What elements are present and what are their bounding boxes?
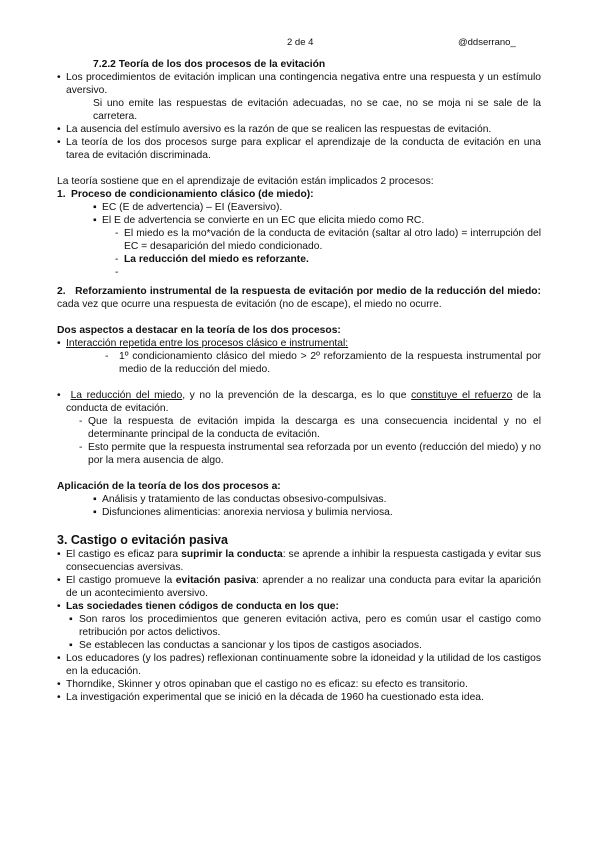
bullet-icon: •: [57, 338, 61, 349]
list-item: [57, 266, 541, 279]
list-item: - El miedo es la mo*vación de la conducta de evitación (saltar al otro lado) = interrupción del EC = desaparición del miedo condicionado.: [115, 228, 541, 252]
list-item: • La reducción del miedo, y no la prevención de la descarga, es lo que constituye el refuerzo de la conducta de evitación.: [57, 390, 542, 414]
list-item: ▪ El E de advertencia se convierte en un EC que elicita miedo como RC.: [93, 215, 425, 226]
list-item: - Que la respuesta de evitación impida la descarga es una consecuencia incidental y no el determinante principal de la conducta de evitación.: [79, 416, 541, 440]
bullet-icon: •: [57, 653, 61, 664]
list-item: - Esto permite que la respuesta instrumental sea reforzada por un evento (reducción del miedo) y no por la mera ausencia de algo.: [79, 442, 541, 466]
square-bullet-icon: ▪: [93, 507, 97, 518]
list-item: ▪ EC (E de advertencia) – EI (Eaversivo).: [93, 202, 283, 213]
list-item: • El castigo promueve la evitación pasiva: aprender a no realizar una conducta para evitar la aparición de un acontecimiento aversivo.: [57, 575, 542, 599]
list-item: • La ausencia del estímulo aversivo es la razón de que se realicen las respuestas de evitación.: [57, 124, 492, 135]
list-item: • Thorndike, Skinner y otros opinaban que el castigo no es eficaz: su efecto es transitorio.: [57, 679, 468, 690]
bullet-icon: •: [57, 72, 61, 83]
list-item: • La investigación experimental que se inició en la década de 1960 ha cuestionado esta idea.: [57, 692, 484, 703]
paragraph: Si uno emite las respuestas de evitación adecuadas, no se cae, no se moja ni se sale de la carretera.: [93, 98, 541, 122]
dash-icon: -: [105, 351, 109, 362]
list-item: ▪ Disfunciones alimenticias: anorexia nerviosa y bulimia nerviosa.: [93, 507, 393, 518]
paragraph: La teoría sostiene que en el aprendizaje de evitación están implicados 2 procesos:: [57, 176, 434, 187]
section-heading: 3. Castigo o evitación pasiva: [57, 533, 228, 547]
square-bullet-icon: ▪: [69, 640, 73, 651]
list-item: • La teoría de los dos procesos surge para explicar el aprendizaje de la conducta de evitación en una tarea de evitación discriminada.: [57, 137, 541, 161]
list-item: ▪ Se establecen las conductas a sancionar y los tipos de castigos asociados.: [69, 640, 422, 651]
list-item: • Los educadores (y los padres) reflexionan continuamente sobre la idoneidad y la utilidad de los castigos en la educación.: [57, 653, 541, 677]
list-item: ▪ Son raros los procedimientos que generen evitación activa, pero es común usar el castigo como retribución por actos delictivos.: [69, 614, 541, 638]
section-title: 7.2.2 Teoría de los dos procesos de la evitación: [93, 59, 326, 70]
dash-icon: -: [79, 416, 83, 427]
subheading: Aplicación de la teoría de los dos procesos a:: [57, 481, 281, 492]
bullet-icon: •: [57, 575, 61, 586]
page-header: [0, 36, 600, 50]
list-item: • Interacción repetida entre los procesos clásico e instrumental:: [57, 338, 349, 349]
bullet-icon: •: [57, 601, 61, 612]
bullet-icon: •: [57, 124, 61, 135]
square-bullet-icon: ▪: [93, 494, 97, 505]
list-item: • El castigo es eficaz para suprimir la conducta: se aprende a inhibir la respuesta castigada y evitar sus consecuencias aversivas.: [57, 549, 542, 573]
dash-icon: -: [115, 254, 119, 265]
list-item: ▪ Análisis y tratamiento de las conductas obsesivo-compulsivas.: [93, 494, 387, 505]
author-handle: @ddserrano_: [458, 37, 516, 48]
dash-icon: -: [79, 442, 83, 453]
list-item: • Las sociedades tienen códigos de conducta en los que:: [57, 601, 339, 612]
bullet-icon: •: [57, 390, 61, 401]
bullet-icon: •: [57, 549, 61, 560]
list-item: • Los procedimientos de evitación implican una contingencia negativa entre una respuesta y un estímulo aversivo.: [57, 72, 541, 96]
list-item: - 1º condicionamiento clásico del miedo > 2º reforzamiento de la respuesta instrumental por medio de la reducción del miedo.: [105, 351, 541, 375]
square-bullet-icon: ▪: [69, 614, 73, 625]
document-body: [57, 58, 541, 704]
bullet-icon: •: [57, 692, 61, 703]
square-bullet-icon: ▪: [93, 202, 97, 213]
dash-icon: -: [115, 228, 119, 239]
bullet-icon: •: [57, 137, 61, 148]
numbered-heading: 1. Proceso de condicionamiento clásico (de miedo):: [57, 189, 314, 200]
square-bullet-icon: ▪: [93, 215, 97, 226]
list-item: - La reducción del miedo es reforzante.: [115, 254, 309, 265]
paragraph: 2. Reforzamiento instrumental de la respuesta de evitación por medio de la reducción del miedo: cada vez que ocurre una respuesta de evitación (no de escape), el miedo no ocurre.: [57, 286, 541, 310]
dash-icon: -: [115, 267, 119, 278]
subheading: Dos aspectos a destacar en la teoría de los dos procesos:: [57, 325, 341, 336]
bullet-icon: •: [57, 679, 61, 690]
page-number: 2 de 4: [287, 37, 314, 48]
